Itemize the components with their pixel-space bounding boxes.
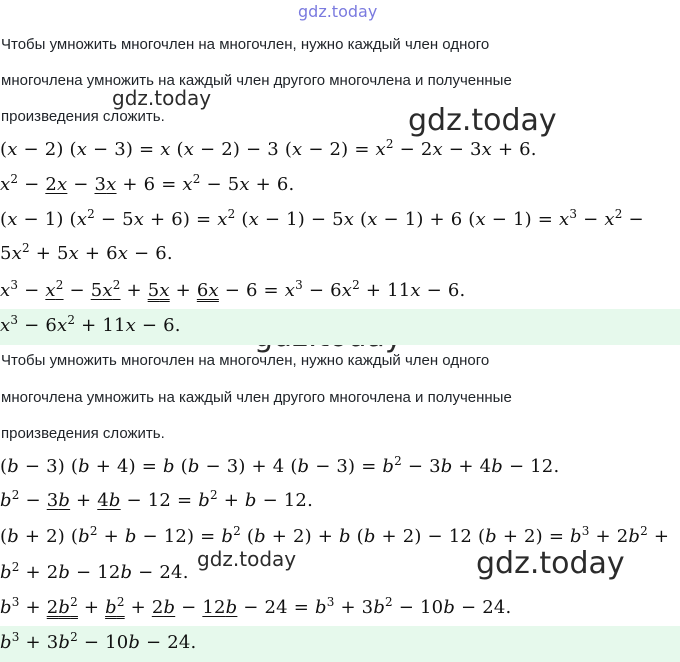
- watermark-top: gdz.today: [298, 2, 378, 21]
- answer-box-2: [0, 626, 680, 662]
- math-line-2-3: (b + 2) $(b^2 + b - 12) = b^2$ (b + 2) + b (b + 2) − 12 $(b + 2) = b^3 + 2b^2$ +: [0, 524, 670, 547]
- math-line-1-3: (x − 1) $(x^2 - 5x + 6) = x^2$ (x − 1) − 5x (x − 1) + 6 $(x - 1) = x^3 - x^2$ −: [0, 207, 644, 230]
- answer-1: $x^3 - 6x^2 + 11x - 6$.: [0, 313, 181, 336]
- math-line-2-1: (b − 3) (b + 4) = b (b − 3) + 4 $(b - 3) = b^2 - 3b + 4b - 12$.: [0, 454, 560, 477]
- math-line-1-5: $x^3 - x^2 - 5x^2 + 5x + 6x - 6 = x^3 - 6x^2 + 11x - 6$.: [0, 278, 466, 301]
- math-line-2-4: $b^2 + 2b - 12b - 24$.: [0, 560, 189, 583]
- math-line-1-2: $x^2 - 2x - 3x + 6 = x^2 - 5x + 6$.: [0, 172, 295, 195]
- math-line-1-1: (x − 2) (x − 3) = x (x − 2) − 3 $(x - 2) = x^2 - 2x - 3x + 6$.: [0, 137, 537, 160]
- rule-text-line-4: Чтобы умножить многочлен на многочлен, нужно каждый член одного: [1, 352, 490, 369]
- rule-text-line-3: произведения сложить.: [1, 108, 165, 125]
- rule-text-line-5: многочлена умножить на каждый член другого многочлена и полученные: [1, 389, 512, 406]
- math-line-2-5: $b^3 + 2b^2 + b^2 + 2b - 12b - 24 = b^3 + 3b^2 - 10b - 24$.: [0, 595, 512, 618]
- watermark-small-2: gdz.today: [197, 547, 297, 571]
- math-line-1-4: $5x^2 + 5x + 6x - 6$.: [0, 241, 173, 264]
- rule-text-line-2: многочлена умножить на каждый член другого многочлена и полученные: [1, 72, 512, 89]
- watermark-large-1: gdz.today: [408, 103, 557, 138]
- answer-box-1: [0, 309, 680, 345]
- answer-2: $b^3 + 3b^2 - 10b - 24$.: [0, 630, 197, 653]
- math-line-2-2: $b^2 - 3b + 4b - 12 = b^2 + b - 12$.: [0, 488, 314, 511]
- watermark-large-3: gdz.today: [476, 546, 625, 581]
- rule-text-line-6: произведения сложить.: [1, 425, 165, 442]
- rule-text-line-1: Чтобы умножить многочлен на многочлен, нужно каждый член одного: [1, 36, 490, 53]
- watermark-small-1: gdz.today: [112, 86, 212, 110]
